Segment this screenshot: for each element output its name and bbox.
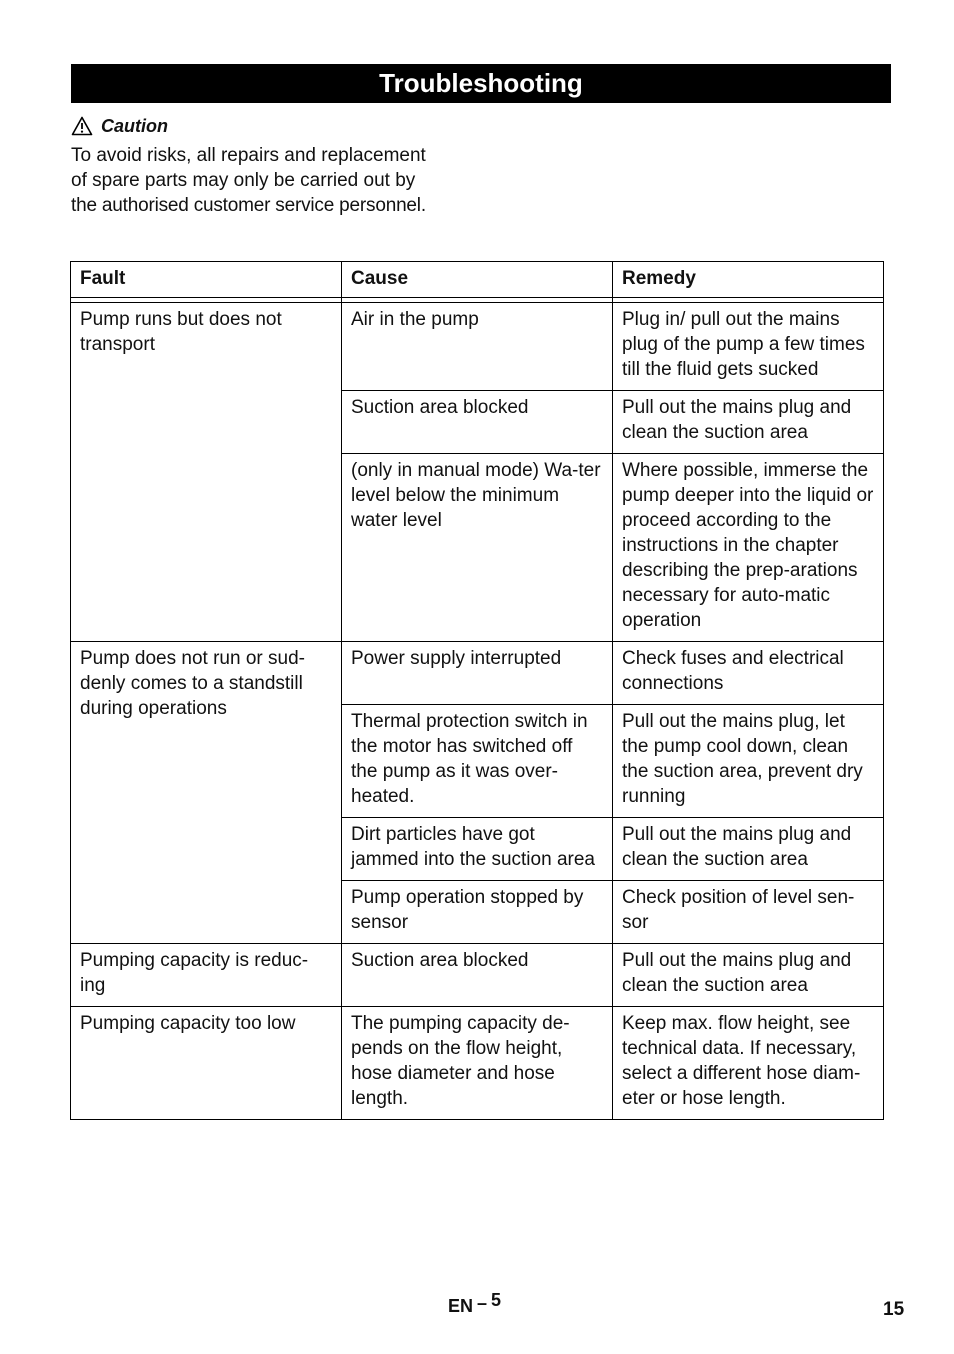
cause-cell: Suction area blocked (342, 944, 613, 1007)
remedy-cell: Pull out the mains plug and clean the suction area (613, 944, 884, 1007)
fault-cell: Pumping capacity is reduc-ing (71, 944, 342, 1007)
column-header-cause: Cause (342, 262, 613, 298)
footer-section-label (448, 1290, 502, 1317)
cause-cell: Air in the pump (342, 303, 613, 391)
cause-cell: Power supply interrupted (342, 642, 613, 705)
remedy-cell: Keep max. flow height, see technical data. If necessary, select a different hose diam-eter or hose length. (613, 1007, 884, 1120)
cause-cell: (only in manual mode) Wa-ter level below the minimum water level (342, 454, 613, 642)
cause-cell: Dirt particles have got jammed into the suction area (342, 818, 613, 881)
table-row (71, 944, 884, 1007)
table-row (71, 303, 884, 391)
column-header-remedy: Remedy (613, 262, 884, 298)
remedy-cell: Check position of level sen-sor (613, 881, 884, 944)
page-number: 15 (883, 1299, 905, 1320)
caution-label: Caution (101, 115, 168, 136)
remedy-cell: Pull out the mains plug and clean the suction area (613, 391, 884, 454)
caution-text (71, 143, 471, 218)
remedy-cell: Pull out the mains plug, let the pump cool down, clean the suction area, prevent dry running (613, 705, 884, 818)
table-header-row (71, 262, 884, 298)
fault-cell: Pump does not run or sud-denly comes to a standstill during operations (71, 642, 342, 944)
warning-triangle-icon (71, 116, 93, 136)
remedy-cell: Pull out the mains plug and clean the suction area (613, 818, 884, 881)
column-header-fault: Fault (71, 262, 342, 298)
fault-cell: Pump runs but does not transport (71, 303, 342, 642)
fault-cell: Pumping capacity too low (71, 1007, 342, 1120)
caution-heading (71, 114, 168, 138)
remedy-cell: Plug in/ pull out the mains plug of the pump a few times till the fluid gets sucked (613, 303, 884, 391)
caution-line: To avoid risks, all repairs and replacement (71, 145, 426, 166)
cause-cell: Thermal protection switch in the motor has switched off the pump as it was over-heated. (342, 705, 613, 818)
page-title: Troubleshooting (379, 68, 583, 98)
cause-cell: The pumping capacity de-pends on the flow height, hose diameter and hose length. (342, 1007, 613, 1120)
caution-line: of spare parts may only be carried out by (71, 170, 416, 191)
troubleshooting-table (70, 261, 884, 1120)
table-row (71, 1007, 884, 1120)
remedy-cell: Check fuses and electrical connections (613, 642, 884, 705)
footer-dash: – (477, 1293, 488, 1313)
cause-cell: Suction area blocked (342, 391, 613, 454)
page-title-bar (71, 64, 891, 103)
footer-language: EN (448, 1296, 474, 1316)
footer-section-page: 5 (491, 1290, 502, 1310)
cause-cell: Pump operation stopped by sensor (342, 881, 613, 944)
table-row (71, 642, 884, 705)
caution-line: the authorised customer service personnel. (71, 195, 426, 216)
remedy-cell: Where possible, immerse the pump deeper into the liquid or proceed according to the instructions in the chapter describing the prep-arations necessary for auto-matic operation (613, 454, 884, 642)
